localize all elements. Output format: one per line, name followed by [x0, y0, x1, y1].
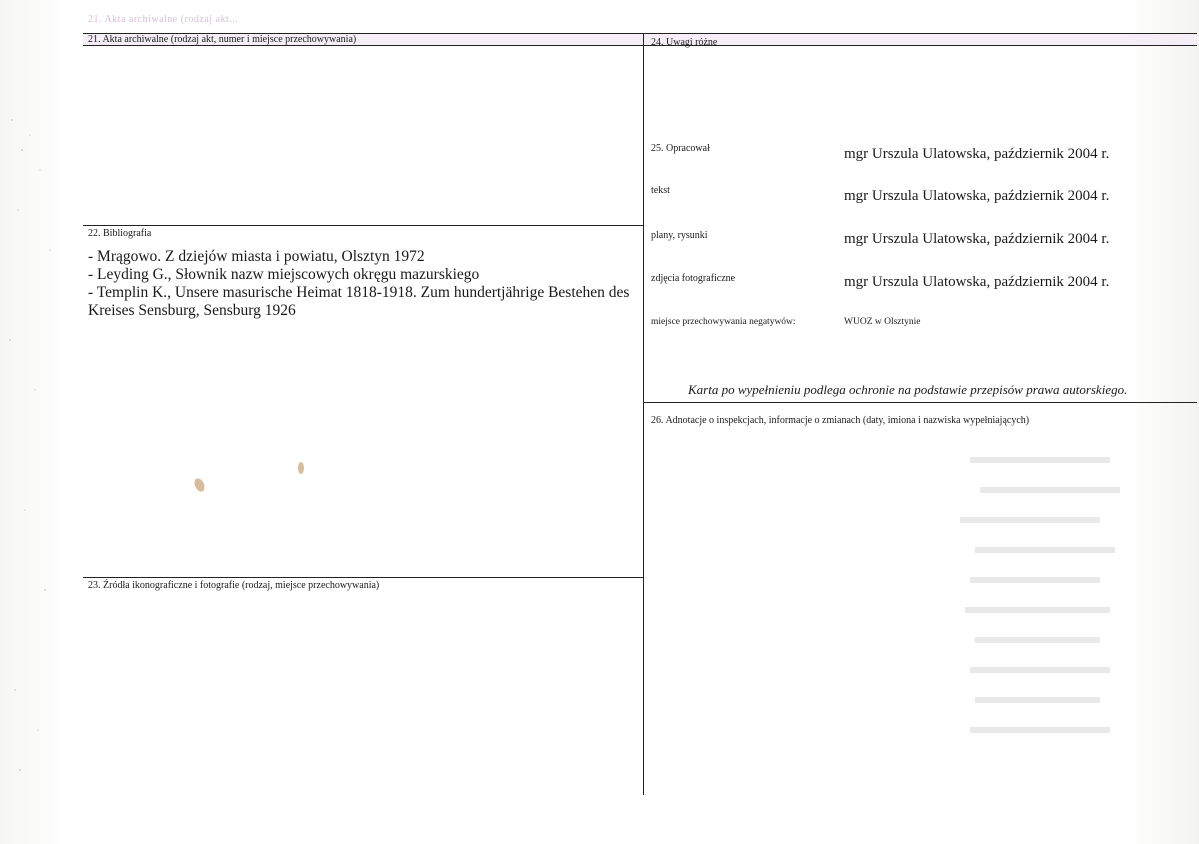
- plans-value: mgr Urszula Ulatowska, październik 2004 r.: [844, 231, 1110, 247]
- paper-stain: [298, 462, 304, 474]
- rule-section-23: [83, 577, 643, 578]
- text-label: tekst: [651, 185, 670, 196]
- photos-label: zdjęcia fotograficzne: [651, 273, 736, 284]
- scan-noise-left: [0, 90, 70, 790]
- header-rule: [83, 45, 1197, 46]
- section-21-label: 21. Akta archiwalne (rodzaj akt, numer i miejsce przechowywania): [88, 34, 357, 45]
- photos-value: mgr Urszula Ulatowska, październik 2004 r.: [844, 274, 1110, 290]
- section-24-label: 24. Uwagi różne: [651, 37, 718, 48]
- negatives-label: miejsce przechowywania negatywów:: [651, 317, 796, 327]
- column-divider: [643, 33, 644, 795]
- header-ghost-text: 21. Akta archiwalne (rodzaj akt...: [88, 14, 239, 25]
- bibliography-item: - Templin K., Unsere masurische Heimat 1818-1918. Zum hundertjährige Bestehen des Kreises Sensburg, Sensburg 1926: [88, 284, 630, 319]
- paper-stain: [192, 477, 206, 493]
- prepared-by-value: mgr Urszula Ulatowska, październik 2004 r.: [844, 146, 1110, 162]
- text-value: mgr Urszula Ulatowska, październik 2004 r.: [844, 188, 1110, 204]
- bibliography-list: [88, 248, 648, 320]
- section-23-label: 23. Źródła ikonograficzne i fotografie (rodzaj, miejsce przechowywania): [88, 580, 380, 591]
- bibliography-item: - Leyding G., Słownik nazw miejscowych okręgu mazurskiego: [88, 266, 480, 283]
- negatives-value: WUOZ w Olsztynie: [844, 317, 921, 327]
- section-26-label: 26. Adnotacje o inspekcjach, informacje o zmianach (daty, imiona i nazwiska wypełniających): [651, 415, 1030, 426]
- scan-bleedthrough-right: [950, 400, 1150, 780]
- bibliography-item: - Mrągowo. Z dziejów miasta i powiatu, Olsztyn 1972: [88, 248, 425, 265]
- plans-label: plany, rysunki: [651, 230, 708, 241]
- copyright-note: Karta po wypełnieniu podlega ochronie na podstawie przepisów prawa autorskiego.: [688, 382, 1128, 397]
- prepared-by-label: 25. Opracował: [651, 143, 710, 154]
- rule-section-22: [83, 225, 643, 226]
- section-22-label: 22. Bibliografia: [88, 228, 152, 239]
